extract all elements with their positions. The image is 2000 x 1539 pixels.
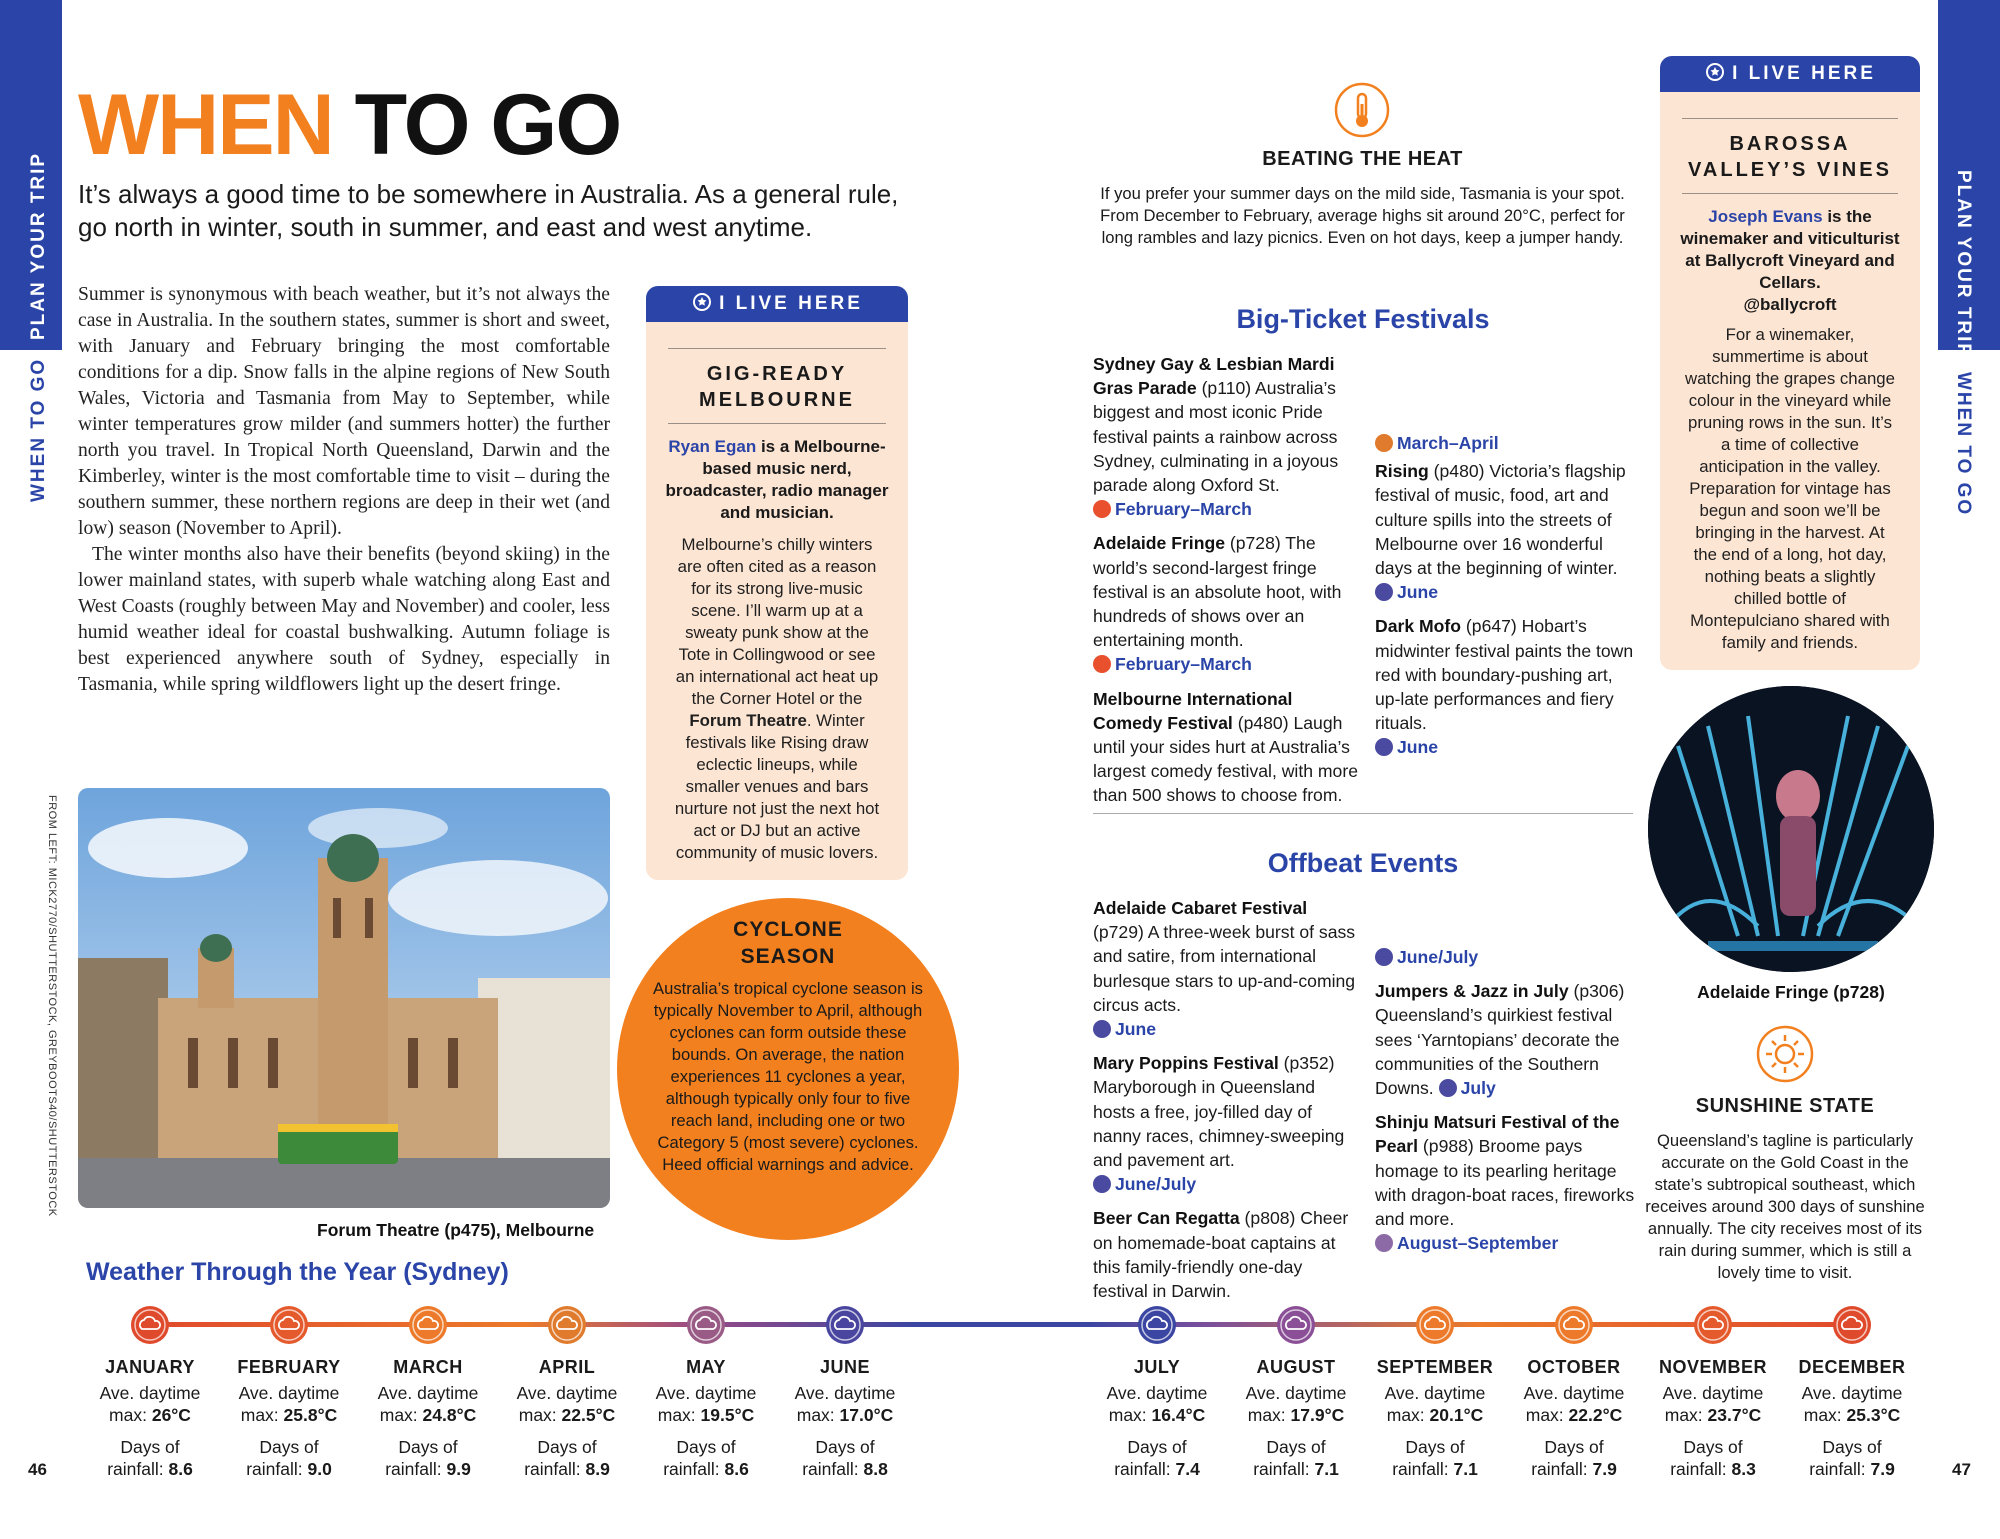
cyclone-title-line-1: CYCLONE xyxy=(733,918,843,941)
weather-month-4 xyxy=(641,1356,771,1480)
weather-icon xyxy=(409,1306,447,1344)
page-title xyxy=(78,77,621,173)
weather-icon xyxy=(687,1306,725,1344)
weather-month-3 xyxy=(502,1356,632,1480)
month-name: FEBRUARY xyxy=(237,1357,341,1377)
heat-title: BEATING THE HEAT xyxy=(1262,148,1463,170)
event-name: Beer Can Regatta xyxy=(1093,1208,1240,1229)
rain-value: rainfall: 8.3 xyxy=(1670,1459,1756,1479)
rain-value: rainfall: 8.6 xyxy=(663,1459,749,1479)
weather-title: Weather Through the Year (Sydney) xyxy=(86,1258,509,1286)
max-value: max: 22.2°C xyxy=(1525,1405,1623,1425)
festival-desc: (p110) Australia’s biggest and most iconic Pride festival paints a rainbow across Sydney, culminating in a joyous parade along Oxford St. xyxy=(1093,378,1339,496)
rain-label: Days of xyxy=(398,1437,458,1457)
event-month xyxy=(1093,1172,1361,1196)
summer-icon xyxy=(1093,500,1111,518)
max-value: max: 25.8°C xyxy=(240,1405,338,1425)
rain-value: rainfall: 7.9 xyxy=(1809,1459,1895,1479)
section-divider xyxy=(1093,813,1633,814)
bio-text: is a Melbourne-based music nerd, broadcaster, radio manager and musician. xyxy=(665,437,889,522)
max-value: max: 17.0°C xyxy=(796,1405,894,1425)
rain-value: rainfall: 7.1 xyxy=(1392,1459,1478,1479)
title-to-go: TO GO xyxy=(354,77,621,173)
month-text: March–April xyxy=(1397,433,1499,453)
intro-text: It’s always a good time to be somewhere in Australia. As a general rule, go north in winter, south in summer, and east and west anytime. xyxy=(78,179,899,242)
body-paragraph-2: The winter months also have their benefits (beyond skiing) in the lower mainland states, with superb whale watching along East and West Coasts (roughly between May and November) and cooler, less humid weather ideal for coastal bushwalking. Autumn foliage is best experienced anywhere south of Sydney, especially in Tasmania, while spring wildflowers light up the desert fringe. xyxy=(78,544,610,695)
max-value: max: 25.3°C xyxy=(1803,1405,1901,1425)
month-name: MARCH xyxy=(393,1357,463,1377)
winter-icon xyxy=(1375,583,1393,601)
weather-month-9 xyxy=(1509,1356,1639,1480)
rain-label: Days of xyxy=(1822,1437,1882,1457)
weather-month-8 xyxy=(1370,1356,1500,1480)
festival-name: Sydney Gay & Lesbian Mardi Gras Parade xyxy=(1093,354,1335,399)
live-here-title xyxy=(1660,119,1920,193)
month-name: SEPTEMBER xyxy=(1376,1357,1494,1377)
autumn-icon xyxy=(1375,434,1393,452)
weather-month-10 xyxy=(1648,1356,1778,1480)
max-label: Ave. daytime xyxy=(655,1383,757,1403)
summer-icon xyxy=(1093,655,1111,673)
page-number-right: 47 xyxy=(1952,1460,1971,1479)
weather-icon xyxy=(1138,1306,1176,1344)
rain-value: rainfall: 8.6 xyxy=(107,1459,193,1479)
max-value: max: 20.1°C xyxy=(1386,1405,1484,1425)
rain-value: rainfall: 8.9 xyxy=(524,1459,610,1479)
bio-text: is the winemaker and viticulturist at Ballycroft Vineyard and Cellars. xyxy=(1680,207,1900,292)
left-section-label: WHEN TO GO xyxy=(28,357,49,502)
fringe-caption: Adelaide Fringe (p728) xyxy=(1697,982,1885,1002)
festival-item xyxy=(1093,531,1361,652)
pin-icon xyxy=(691,292,713,314)
max-value: max: 22.5°C xyxy=(518,1405,616,1425)
rain-label: Days of xyxy=(1127,1437,1187,1457)
forum-theatre-photo xyxy=(78,788,610,1208)
max-label: Ave. daytime xyxy=(1384,1383,1486,1403)
rain-label: Days of xyxy=(1266,1437,1326,1457)
author-bio xyxy=(1660,194,1920,316)
rain-label: Days of xyxy=(120,1437,180,1457)
festival-name: Rising xyxy=(1375,461,1429,482)
max-label: Ave. daytime xyxy=(1662,1383,1764,1403)
festival-month xyxy=(1093,497,1361,521)
event-item xyxy=(1093,896,1361,1017)
month-name: JULY xyxy=(1133,1357,1181,1377)
quote-part-1: Melbourne’s chilly winters are often cited as a reason for its strong live-music scene. I’ll warm up at a sweaty punk show at the Tote in Collingwood or see an international act heat up the Corner Hotel or the xyxy=(675,535,879,708)
month-name: MAY xyxy=(686,1357,726,1377)
live-here-melbourne xyxy=(646,286,908,880)
month-name: OCTOBER xyxy=(1527,1357,1621,1377)
live-here-header xyxy=(646,286,908,322)
event-name: Mary Poppins Festival xyxy=(1093,1053,1279,1074)
festival-name: Dark Mofo xyxy=(1375,616,1462,637)
weather-icon xyxy=(1555,1306,1593,1344)
event-month xyxy=(1093,1017,1361,1041)
festival-month xyxy=(1375,582,1438,602)
month-text: June/July xyxy=(1397,947,1479,967)
winter-icon xyxy=(1093,1020,1111,1038)
pin-icon xyxy=(1704,62,1726,84)
page-number-left: 46 xyxy=(28,1460,47,1479)
title-line-2: VALLEY’S VINES xyxy=(1688,159,1892,181)
cyclone-body: Australia’s tropical cyclone season is typically November to April, although cyclones can form outside these bounds. On average, the nation experiences 11 cyclones a year, although typically only four to five reach land, including one or two Category 5 (most severe) cyclones. Heed official warnings and advice. xyxy=(653,979,923,1174)
quote-part-2: . Winter festivals like Rising draw eclectic lineups, while smaller venues and bars nurture not just the next hot act or DJ but an active community of music lovers. xyxy=(674,711,880,862)
author-name: Joseph Evans xyxy=(1708,207,1823,226)
event-item xyxy=(1093,1051,1361,1172)
festival-name: Adelaide Fringe xyxy=(1093,533,1225,554)
offbeat-column-1 xyxy=(1093,896,1361,1303)
sunshine-title: SUNSHINE STATE xyxy=(1695,1095,1875,1117)
event-month xyxy=(1375,945,1637,969)
spring-icon xyxy=(1375,1234,1393,1252)
month-name: DECEMBER xyxy=(1798,1357,1906,1377)
right-tab-label: PLAN YOUR TRIP xyxy=(1953,170,1974,359)
festival-month xyxy=(1375,735,1637,759)
weather-icon xyxy=(270,1306,308,1344)
festival-item xyxy=(1375,459,1637,604)
rain-value: rainfall: 7.1 xyxy=(1253,1459,1339,1479)
event-month xyxy=(1375,1231,1637,1255)
month-text: June xyxy=(1397,737,1439,758)
festival-item xyxy=(1093,687,1361,808)
month-text: June/July xyxy=(1115,1174,1197,1195)
photo-credit: FROM LEFT: MICK2770/SHUTTERSTOCK, GREYBOOTS40/SHUTTERSTOCK xyxy=(46,795,58,1217)
live-here-barossa xyxy=(1660,56,1920,670)
rain-value: rainfall: 7.9 xyxy=(1531,1459,1617,1479)
event-month xyxy=(1439,1078,1496,1098)
event-item xyxy=(1375,979,1637,1100)
body-paragraph-1: Summer is synonymous with beach weather, but it’s not always the case in Australia. In the southern states, summer is short and sweet, with January and February bringing the most comfortable conditions for a dip. Snow falls in the alpine regions of New South Wales, Victoria and Tasmania from May to September, while winter temperatures grow milder (and summers hotter) the further north you travel. In Tropical North Queensland, Darwin and the Kimberley, winter is the most comfortable time to visit – during the southern summer, these northern regions are deep in their wet (and low) season (November to April). xyxy=(78,284,610,539)
month-name: APRIL xyxy=(538,1357,596,1377)
event-desc: (p306) Queensland’s quirkiest festival sees ‘Yarntopians’ decorate the communities of the Southern Downs. xyxy=(1375,981,1625,1099)
winter-icon xyxy=(1375,738,1393,756)
title-line-1: GIG-READY xyxy=(706,363,848,385)
festival-item xyxy=(1093,352,1361,497)
weather-month-6 xyxy=(1092,1356,1222,1480)
right-section-label: WHEN TO GO xyxy=(1953,372,1974,517)
rain-label: Days of xyxy=(1683,1437,1743,1457)
weather-month-5 xyxy=(780,1356,910,1480)
weather-icon xyxy=(1833,1306,1871,1344)
offbeat-column-2 xyxy=(1375,945,1637,1255)
month-name: AUGUST xyxy=(1256,1357,1336,1377)
month-text: June xyxy=(1397,582,1439,603)
winter-icon xyxy=(1439,1079,1457,1097)
weather-icon xyxy=(826,1306,864,1344)
live-here-label: I LIVE HERE xyxy=(719,293,863,314)
month-name: JUNE xyxy=(819,1357,870,1377)
month-name: NOVEMBER xyxy=(1658,1357,1767,1377)
rain-value: rainfall: 7.4 xyxy=(1114,1459,1200,1479)
weather-month-11 xyxy=(1787,1356,1917,1480)
big-ticket-column-1 xyxy=(1093,352,1361,808)
author-quote: For a winemaker, summertime is about watching the grapes change colour in the vineyard while pruning rows in the sun. It’s a time of collective anticipation in the valley. Preparation for vintage has begun and soon we’ll be bringing in the harvest. At the end of a long, hot day, nothing beats a slightly chilled bottle of Montepulciano shared with family and friends. xyxy=(1685,325,1895,652)
live-here-header xyxy=(1660,56,1920,92)
rain-label: Days of xyxy=(537,1437,597,1457)
cyclone-title-line-2: SEASON xyxy=(740,945,836,968)
weather-icon xyxy=(1277,1306,1315,1344)
festival-desc: (p647) Hobart’s midwinter festival paints the town red with boundary-pushing art, up-late performances and fiery rituals. xyxy=(1375,616,1634,734)
max-value: max: 16.4°C xyxy=(1108,1405,1206,1425)
event-name: Adelaide Cabaret Festival xyxy=(1093,898,1308,918)
big-ticket-column-2 xyxy=(1375,377,1637,760)
max-label: Ave. daytime xyxy=(1245,1383,1347,1403)
max-label: Ave. daytime xyxy=(516,1383,618,1403)
event-desc: (p729) A three-week burst of sass and satire, from international burlesque stars to up-and-coming circus acts. xyxy=(1093,922,1356,1015)
weather-month-1 xyxy=(224,1356,354,1480)
winter-icon xyxy=(1093,1175,1111,1193)
festival-name: Melbourne International Comedy Festival xyxy=(1093,688,1293,733)
live-here-label: I LIVE HERE xyxy=(1732,63,1876,84)
max-label: Ave. daytime xyxy=(794,1383,896,1403)
event-desc: (p352) Maryborough in Queensland hosts a free, joy-filled day of nanny races, chimney-sweeping and pavement art. xyxy=(1093,1053,1345,1171)
sun-icon xyxy=(1756,1025,1814,1083)
title-line-2: MELBOURNE xyxy=(699,389,855,411)
festival-desc: (p728) The world’s second-largest fringe festival is an absolute hoot, with hundreds of shows over an entertaining month. xyxy=(1093,533,1342,651)
weather-icon xyxy=(131,1306,169,1344)
festival-month xyxy=(1093,652,1361,676)
rain-label: Days of xyxy=(259,1437,319,1457)
max-value: max: 17.9°C xyxy=(1247,1405,1345,1425)
thermometer-icon xyxy=(1334,82,1390,138)
max-value: max: 19.5°C xyxy=(657,1405,755,1425)
max-label: Ave. daytime xyxy=(99,1383,201,1403)
body-text xyxy=(78,282,610,698)
title-when: WHEN xyxy=(78,77,333,173)
title-line-1: BAROSSA xyxy=(1729,133,1851,155)
max-label: Ave. daytime xyxy=(1801,1383,1903,1403)
weather-icon xyxy=(1694,1306,1732,1344)
offbeat-title: Offbeat Events xyxy=(1267,848,1459,878)
festival-month xyxy=(1375,431,1637,455)
adelaide-fringe-photo xyxy=(1648,686,1934,972)
max-label: Ave. daytime xyxy=(377,1383,479,1403)
max-label: Ave. daytime xyxy=(1523,1383,1625,1403)
photo-caption: Forum Theatre (p475), Melbourne xyxy=(317,1220,595,1240)
max-value: max: 26°C xyxy=(109,1405,191,1425)
festival-desc: (p480) Laugh until your sides hurt at Australia’s largest comedy festival, with more than 500 shows to choose from. xyxy=(1093,712,1358,806)
rain-label: Days of xyxy=(1544,1437,1604,1457)
month-text: February–March xyxy=(1115,499,1252,520)
month-text: August–September xyxy=(1397,1233,1559,1254)
max-label: Ave. daytime xyxy=(1106,1383,1208,1403)
month-name: JANUARY xyxy=(105,1357,195,1377)
month-text: July xyxy=(1460,1078,1496,1099)
left-tab-label: PLAN YOUR TRIP xyxy=(28,151,49,340)
max-label: Ave. daytime xyxy=(238,1383,340,1403)
heat-body: If you prefer your summer days on the mild side, Tasmania is your spot. From December to February, average highs sit around 20°C, perfect for long rambles and lazy picnics. Even on hot days, keep a jumper handy. xyxy=(1100,184,1625,247)
author-bio xyxy=(646,424,908,524)
festival-desc: (p480) Victoria’s flagship festival of music, food, art and culture spills into the streets of Melbourne over 16 wonderful days at the beginning of winter. xyxy=(1375,461,1626,579)
sunshine-body: Queensland’s tagline is particularly accurate on the Gold Coast in the state’s subtropical southeast, which receives around 300 days of sunshine annually. The city receives most of its rain during summer, which is still a lovely time to visit. xyxy=(1645,1131,1925,1282)
weather-month-0 xyxy=(85,1356,215,1480)
rain-label: Days of xyxy=(676,1437,736,1457)
winter-icon xyxy=(1375,948,1393,966)
author-quote xyxy=(646,524,908,864)
weather-icon xyxy=(548,1306,586,1344)
weather-icon xyxy=(1416,1306,1454,1344)
festival-item xyxy=(1375,614,1637,735)
rain-value: rainfall: 8.8 xyxy=(802,1459,888,1479)
weather-month-2 xyxy=(363,1356,493,1480)
event-name: Shinju Matsuri Festival of the Pearl xyxy=(1375,1112,1620,1157)
event-item xyxy=(1093,1206,1361,1303)
month-text: February–March xyxy=(1115,654,1252,675)
cyclone-title xyxy=(617,916,959,970)
author-name: Ryan Egan xyxy=(668,437,757,456)
big-ticket-title: Big-Ticket Festivals xyxy=(1236,304,1490,334)
month-text: June xyxy=(1115,1019,1157,1040)
max-value: max: 24.8°C xyxy=(379,1405,477,1425)
event-item xyxy=(1375,1110,1637,1231)
event-name: Jumpers & Jazz in July xyxy=(1375,981,1569,1002)
event-desc: (p988) Broome pays homage to its pearling heritage with dragon-boat races, fireworks and more. xyxy=(1375,1136,1635,1230)
rain-label: Days of xyxy=(815,1437,875,1457)
rain-label: Days of xyxy=(1405,1437,1465,1457)
event-desc: (p808) Cheer on homemade-boat captains at this family-friendly one-day festival in Darwin. xyxy=(1093,1208,1349,1302)
quote-venue: Forum Theatre xyxy=(689,711,807,730)
cyclone-season-circle xyxy=(617,898,959,1240)
max-value: max: 23.7°C xyxy=(1664,1405,1762,1425)
rain-value: rainfall: 9.0 xyxy=(246,1459,332,1479)
author-handle: @ballycroft xyxy=(1743,295,1837,314)
live-here-title xyxy=(646,349,908,423)
rain-value: rainfall: 9.9 xyxy=(385,1459,471,1479)
weather-month-7 xyxy=(1231,1356,1361,1480)
weather-timeline xyxy=(150,1322,1852,1327)
